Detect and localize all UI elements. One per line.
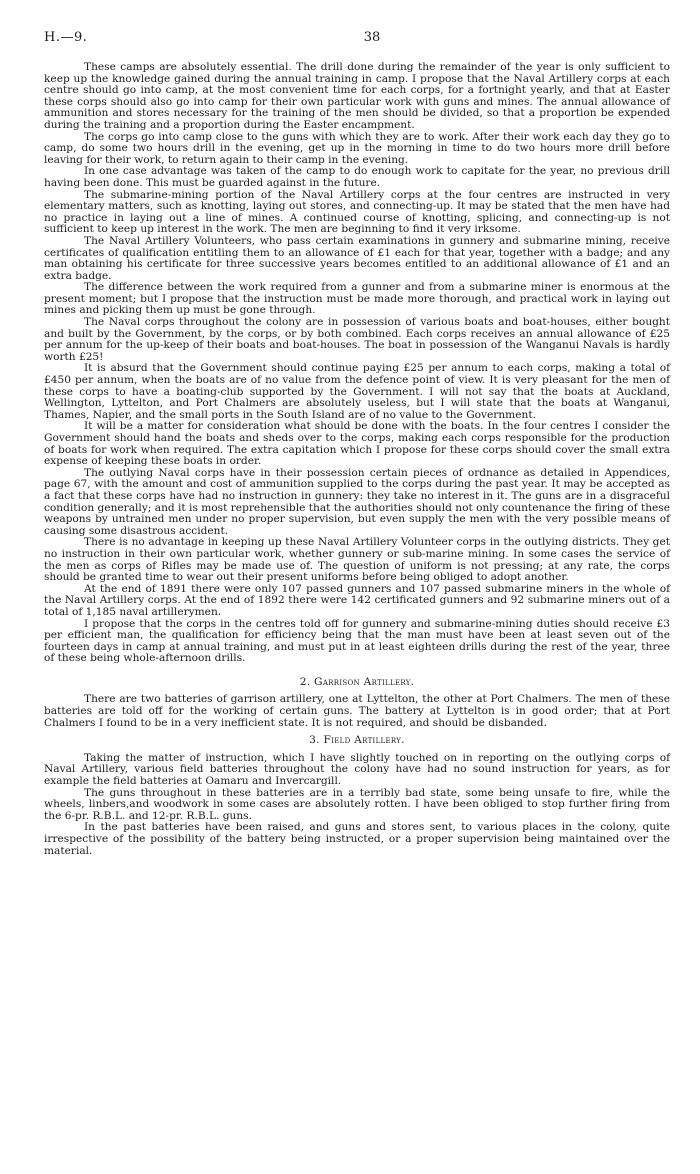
paragraph: I propose that the corps in the centres told off for gunnery and submarine-mining duties should receive £3 per efficient man, the qualification for efficiency being that the man must have been at least seven out of the fourteen days in camp at annual training, and must put in at least eighteen drills during the rest of the year, three of these being whole-afternoon drills. xyxy=(44,617,670,665)
section-field-artillery xyxy=(44,735,670,857)
section-heading: 3. Field Artillery. xyxy=(309,734,405,747)
paragraph: Taking the matter of instruction, which I have slightly touched on in reporting on the outlying corps of Naval Artillery, various field batteries throughout the colony have had no sound instruction for years, as for example the field batteries at Oamaru and Invercargill. xyxy=(44,751,670,788)
paragraph: In the past batteries have been raised, and guns and stores sent, to various places in the colony, quite irrespective of the possibility of the battery being instructed, or a proper supervision being maintained over the material. xyxy=(44,821,670,857)
section-garrison-artillery xyxy=(44,677,670,729)
paragraph: It will be a matter for consideration what should be done with the boats. In the four centres I consider the Government should hand the boats and sheds over to the corps, making each corps responsible for the production of boats for work when required. The extra capitation which I propose for these corps should cover the small extra expense of keeping these boats in order. xyxy=(44,420,670,468)
paragraph: There are two batteries of garrison artillery, one at Lyttelton, the other at Port Chalmers. The men of these batteries are told off for the working of certain guns. The battery at Lyttelton is in good order; that at Port Chalmers I found to be in a very inefficient state. It is not required, and should be disbanded. xyxy=(44,693,670,729)
page-number: 38 xyxy=(363,30,381,45)
paragraph: The outlying Naval corps have in their possession certain pieces of ordnance as detailed in Appendices, page 67, with the amount and cost of ammunition supplied to the corps during the past year. It may be accepted as a fact that these corps have had no instruction in gunnery: they take no interest in it. The guns are in a disgraceful condition generally; and it is most reprehensible that the authorities should not only countenance the firing of these weapons by untrained men under no proper supervision, but even supply the men with the very possible means of causing some disastrous accident. xyxy=(44,466,670,537)
document-reference: H.—9. xyxy=(44,30,88,45)
paragraph: In one case advantage was taken of the camp to do enough work to capitate for the year, no previous drill having been done. This must be guarded against in the future. xyxy=(44,165,670,189)
section-heading: 2. Garrison Artillery. xyxy=(299,675,415,688)
paragraph: The Naval corps throughout the colony are in possession of various boats and boat-houses, either bought and built by the Government, by the corps, or by both combined. Each corps receives an annual allowance of £25 per annum for the up-keep of their boats and boat-houses. The boat in possession of the Wanganui Navals is hardly worth £25! xyxy=(44,316,670,363)
page-header xyxy=(44,30,670,52)
paragraph: At the end of 1891 there were only 107 passed gunners and 107 passed submarine miners in the whole of the Naval Artillery corps. At the end of 1892 there were 142 certificated gunners and 92 submarine miners out of a total of 1,185 naval artillerymen. xyxy=(44,582,670,618)
paragraph: These camps are absolutely essential. The drill done during the remainder of the year is only sufficient to keep up the knowledge gained during the annual training in camp. I propose that the Naval Artillery corps at each centre should go into camp, at the most convenient time for each corps, for a fortnight yearly, and that at Easter these corps should also go into camp for their own particular work with guns and mines. The annual allowance of ammunition and stores necessary for the training of the men should be divided, so that a proportion be expended during the training and a proportion during the Easter encampment. xyxy=(44,61,670,131)
document-body xyxy=(44,62,670,857)
paragraph: The guns throughout in these batteries are in a terribly bad state, some being unsafe to fire, while the wheels, linbers,and woodwork in some cases are absolutely rotten. I have been obliged to stop further firing from the 6-pr. R.B.L. and 12-pr. R.B.L. guns. xyxy=(44,786,670,822)
paragraph: The Naval Artillery Volunteers, who pass certain examinations in gunnery and submarine mining, receive certificates of qualification entitling them to an allowance of £1 each for that year, together with a badge; and any man obtaining his certificate for three successive years becomes entitled to an additional allowance of £1 and an extra badge. xyxy=(44,234,670,282)
paragraph: The corps go into camp close to the guns with which they are to work. After their work each day they go to camp, do some two hours drill in the evening, get up in the morning in time to do two hours more drill before leaving for their work, to return again to their camp in the evening. xyxy=(44,130,670,166)
section-naval-artillery xyxy=(44,62,670,665)
paragraph: It is absurd that the Government should continue paying £25 per annum to each corps, making a total of £450 per annum, when the boats are of no value from the defence point of view. It is very pleasant for the men of these corps to have a boating-club supported by the Government. I will not say that the boats at Auckland, Wellington, Lyttelton, and Port Chalmers are absolutely useless, but I will state that the boats at Wanganui, Thames, Napier, and the small ports in the South Island are of no value to the Government. xyxy=(44,362,670,421)
paragraph: There is no advantage in keeping up these Naval Artillery Volunteer corps in the outlying districts. They get no instruction in their own particular work, whether gunnery or sub-marine mining. In some cases the service of the men as corps of Rifles may be made use of. The question of uniform is not pressing; at any rate, the corps should be granted time to wear out their present uniforms before being obliged to adopt another. xyxy=(44,536,670,584)
paragraph: The submarine-mining portion of the Naval Artillery corps at the four centres are instructed in very elementary matters, such as knotting, laying out stores, and connecting-up. It may be stated that the men have had no practice in laying out a line of mines. A continued course of knotting, splicing, and connecting-up is not sufficient to keep up interest in the work. The men are beginning to find it very irksome. xyxy=(44,188,670,236)
paragraph: The difference between the work required from a gunner and from a submarine miner is enormous at the present moment; but I propose that the instruction must be made more thorough, and practical work in laying out mines and picking them up must be gone through. xyxy=(44,281,670,317)
